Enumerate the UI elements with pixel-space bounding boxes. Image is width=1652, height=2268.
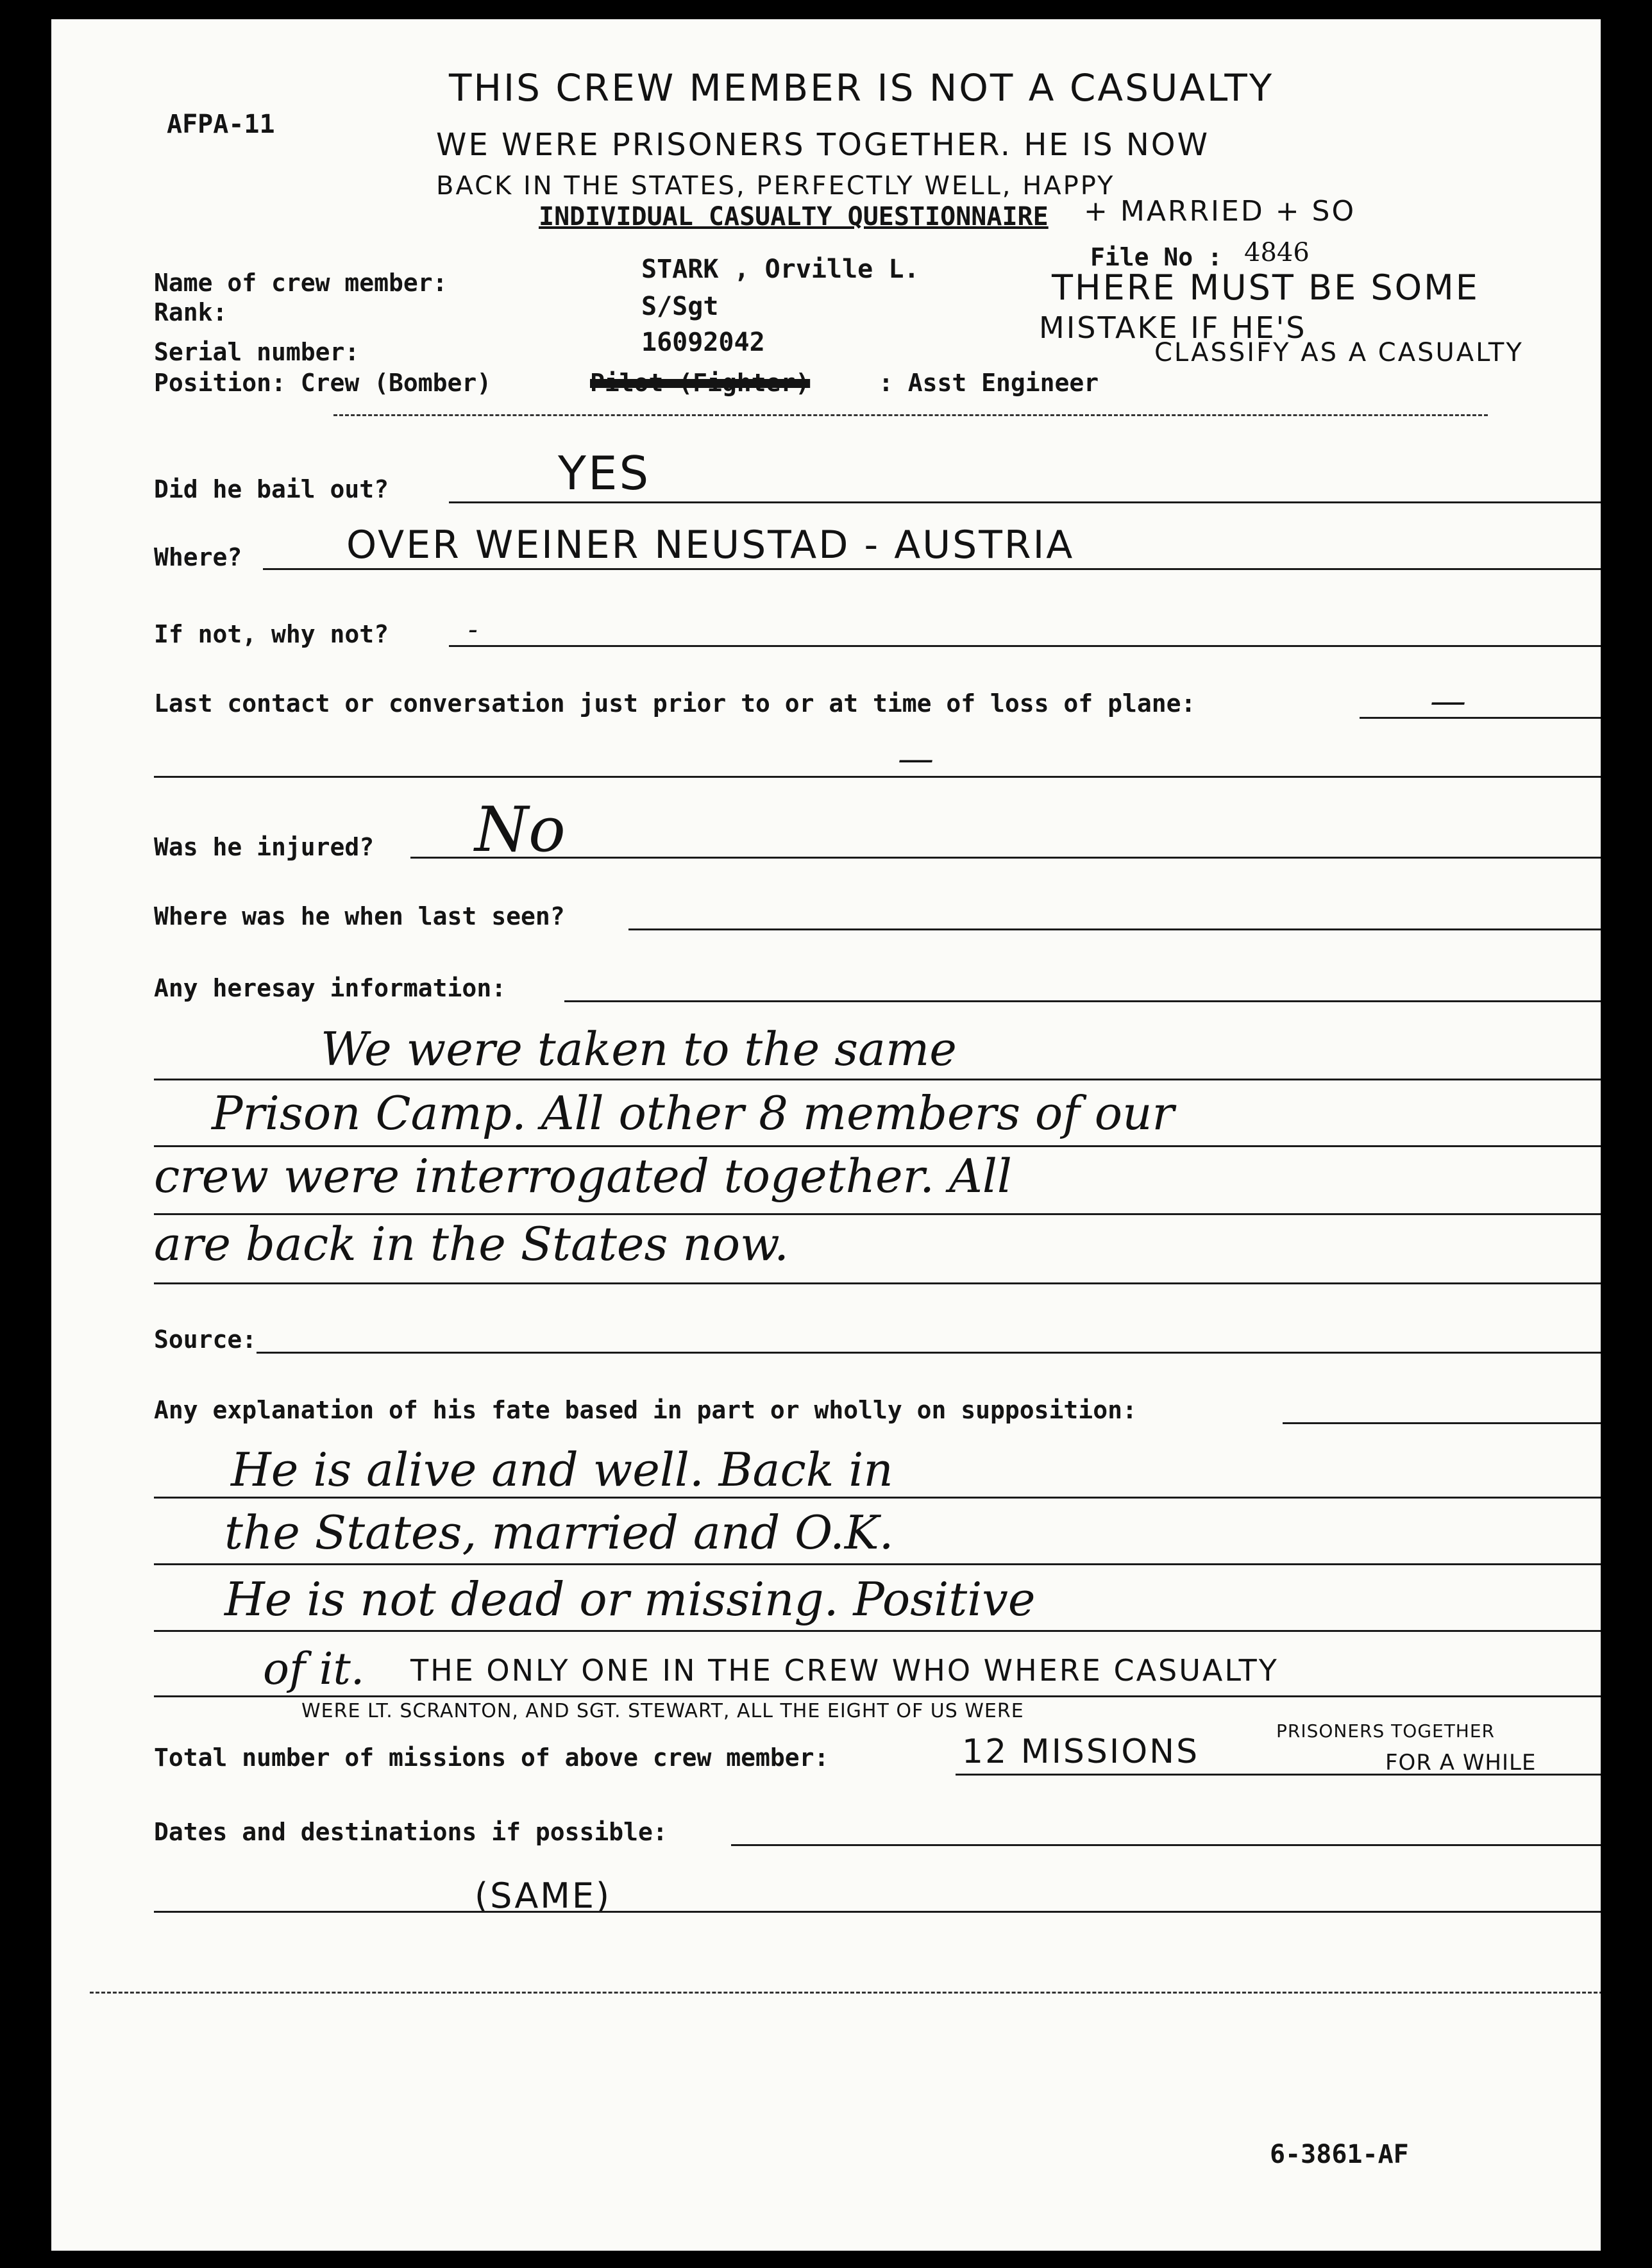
explanation-line-4a: of it.: [263, 1644, 365, 1695]
note-line-6: MISTAKE IF HE'S: [1039, 310, 1307, 345]
contact-label: Last contact or conversation just prior to or at time of loss of plane:: [154, 689, 1196, 718]
rank-value: S/Sgt: [641, 292, 719, 321]
casualty-questionnaire-page: [51, 19, 1601, 2251]
contact-rule-2: [154, 776, 1601, 778]
hearsay-line-3: crew were interrogated together. All: [154, 1149, 1012, 1203]
note-line-1: THIS CREW MEMBER IS NOT A CASUALTY: [449, 66, 1274, 110]
missions-rule: [956, 1774, 1601, 1776]
name-label: Name of crew member:: [154, 269, 448, 297]
bail-label: Did he bail out?: [154, 475, 389, 503]
position-label: Position: Crew (Bomber): [154, 369, 492, 397]
serial-label: Serial number:: [154, 338, 360, 366]
form-code: AFPA-11: [167, 110, 275, 139]
note-line-3: BACK IN THE STATES, PERFECTLY WELL, HAPPY: [436, 171, 1115, 201]
explanation-rule-1: [154, 1497, 1601, 1499]
form-title: INDIVIDUAL CASUALTY QUESTIONNAIRE: [539, 202, 1049, 231]
hearsay-rule-4: [154, 1282, 1601, 1284]
position-struck: Pilot (Fighter): [590, 369, 811, 397]
explanation-line-7: FOR A WHILE: [1385, 1750, 1537, 1776]
contact-rule-1: [1360, 717, 1601, 719]
missions-label: Total number of missions of above crew member:: [154, 1743, 829, 1772]
explanation-line-3: He is not dead or missing. Positive: [224, 1572, 1036, 1626]
where-answer: OVER WEINER NEUSTAD - AUSTRIA: [346, 523, 1075, 567]
hearsay-line-4: are back in the States now.: [154, 1217, 789, 1271]
contact-answer-2: —: [898, 738, 934, 780]
explanation-line-6: PRISONERS TOGETHER: [1276, 1720, 1496, 1742]
where-label: Where?: [154, 543, 242, 571]
hearsay-rule-1: [154, 1079, 1601, 1080]
explanation-rule-0: [1283, 1422, 1601, 1424]
ifnot-label: If not, why not?: [154, 620, 389, 648]
footer-code: 6-3861-AF: [1270, 2140, 1409, 2169]
hearsay-label: Any heresay information:: [154, 974, 507, 1002]
explanation-line-1: He is alive and well. Back in: [231, 1443, 893, 1497]
explanation-line-4b: THE ONLY ONE IN THE CREW WHO WHERE CASUALTY: [410, 1653, 1279, 1688]
rank-label: Rank:: [154, 298, 228, 326]
note-line-7: CLASSIFY AS A CASUALTY: [1154, 338, 1524, 367]
injured-rule: [410, 857, 1601, 859]
dates-answer: (SAME): [475, 1876, 612, 1916]
hearsay-rule-2: [154, 1145, 1601, 1147]
explanation-rule-3: [154, 1630, 1601, 1632]
ifnot-rule: [449, 645, 1601, 647]
note-line-4: + MARRIED + SO: [1084, 195, 1356, 228]
dates-rule: [731, 1844, 1601, 1846]
explanation-line-5: WERE LT. SCRANTON, AND SGT. STEWART, ALL THE EIGHT OF US WERE: [301, 1700, 1024, 1722]
serial-value: 16092042: [641, 328, 765, 357]
hearsay-line-2: Prison Camp. All other 8 members of our: [212, 1086, 1174, 1140]
explanation-label: Any explanation of his fate based in part or wholly on supposition:: [154, 1396, 1137, 1424]
bail-answer: YES: [558, 446, 651, 500]
dates-label: Dates and destinations if possible:: [154, 1818, 668, 1846]
hearsay-rule-3: [154, 1213, 1601, 1215]
bottom-divider: [90, 1992, 1601, 1994]
note-line-2: WE WERE PRISONERS TOGETHER. HE IS NOW: [436, 127, 1210, 163]
missions-answer: 12 MISSIONS: [962, 1733, 1200, 1771]
source-rule: [257, 1352, 1601, 1354]
where-rule: [263, 568, 1601, 570]
explanation-rule-2: [154, 1563, 1601, 1565]
source-label: Source:: [154, 1325, 257, 1354]
header-divider: [333, 414, 1488, 416]
name-value: STARK , Orville L.: [641, 255, 920, 284]
injured-answer: No: [475, 794, 566, 866]
file-no-label: File No :: [1090, 243, 1222, 271]
explanation-rule-4: [154, 1695, 1601, 1697]
dates-rule-2: [154, 1911, 1601, 1913]
position-value: : Asst Engineer: [879, 369, 1099, 397]
hearsay-line-1: We were taken to the same: [321, 1022, 957, 1076]
note-line-5: THERE MUST BE SOME: [1052, 267, 1479, 308]
bail-rule: [449, 501, 1601, 503]
injured-label: Was he injured?: [154, 833, 375, 861]
lastseen-rule: [628, 928, 1601, 930]
lastseen-label: Where was he when last seen?: [154, 902, 565, 930]
ifnot-answer: -: [468, 613, 478, 646]
contact-answer: —: [1430, 680, 1466, 722]
file-no-value: 4846: [1244, 238, 1310, 267]
hearsay-rule-0: [564, 1000, 1601, 1002]
explanation-line-2: the States, married and O.K.: [224, 1506, 894, 1559]
